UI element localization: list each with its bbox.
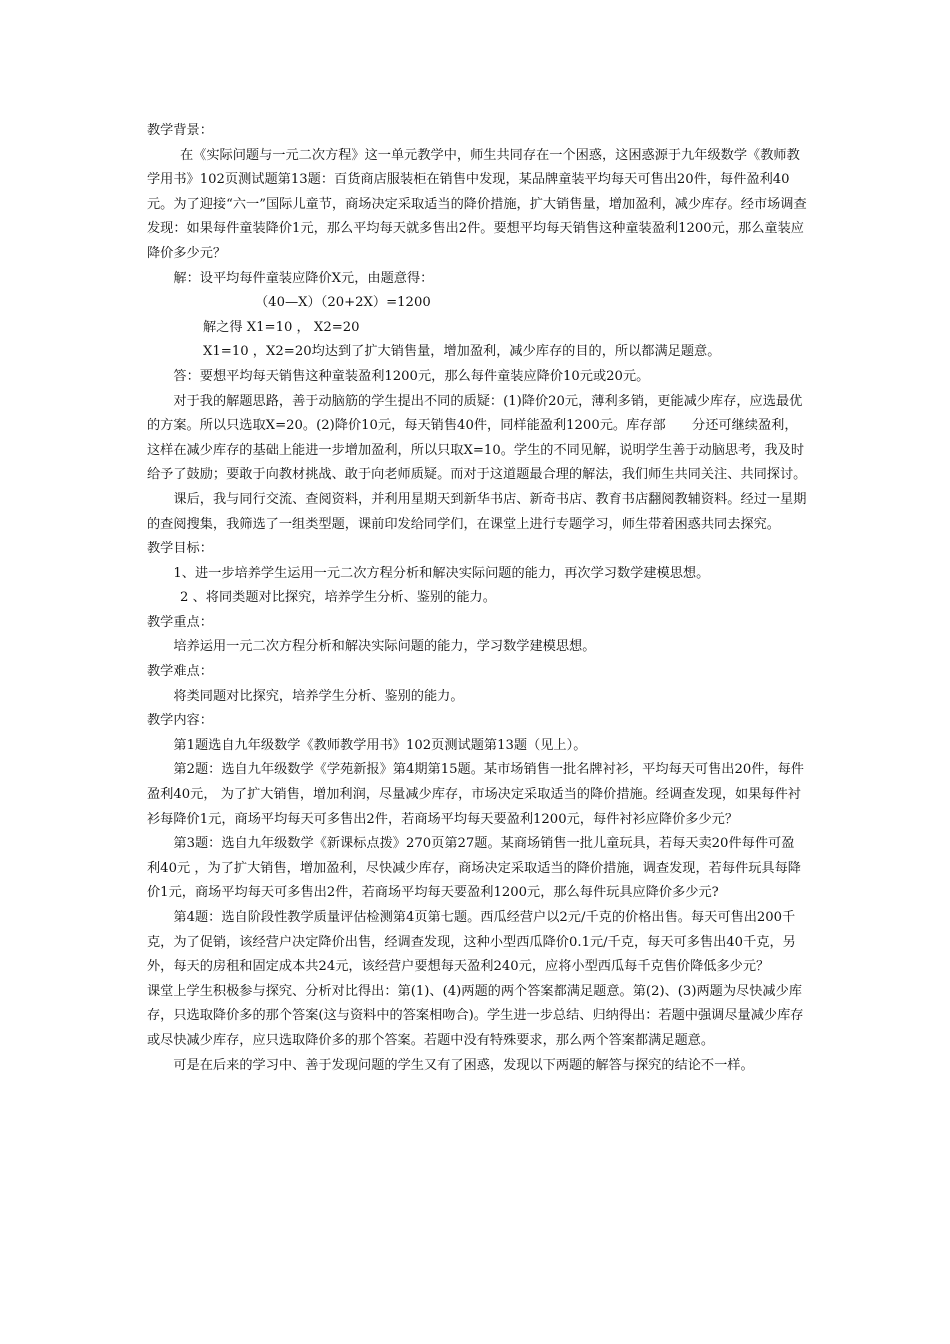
paragraph-student-questions: 对于我的解题思路，善于动脑筋的学生提出不同的质疑：(1)降价20元，薄利多销，更能减少库存，应选最优的方案。所以只选取X=20。(2)降价10元，每天销售40件，同样能盈利1200元。库存部 分还可继续盈利，这样在减少库存的基础上能进一步增加盈利，所以只取X=10。学生的不同见解，说明学生善于动脑思考，我及时给予了鼓励；要敢于向教材挑战、敢于向老师质疑。而对于这道题最合理的解法，我们师生共同关注、共同探讨。: [147, 393, 807, 483]
solution-roots: 解之得 X1=10 ， X2=20: [203, 319, 360, 335]
solution-check: X1=10 ，X2=20均达到了扩大销售量，增加盈利，减少库存的目的，所以都满足题意。: [203, 344, 721, 360]
section-heading-key-points: 教学重点：: [147, 614, 213, 630]
paragraph-final: 可是在后来的学习中、善于发现问题的学生又有了困惑，发现以下两题的解答与探究的结论不一样。: [173, 1057, 754, 1073]
question-2: 第2题：选自九年级数学《学苑新报》第4期第15题。某市场销售一批名牌衬衫，平均每天可售出20件，每件盈利40元， 为了扩大销售，增加利润，尽量减少库存，市场决定采取适当的降价措施。经调查发现，如果每件衬衫每降价1元，商场平均每天可多售出2件，若商场平均每天要盈利1200元，每件衬衫应降价多少元？: [147, 762, 804, 827]
question-1: 第1题选自九年级数学《教师教学用书》102页测试题第13题（见上）。: [173, 737, 587, 753]
key-points-text: 培养运用一元二次方程分析和解决实际问题的能力，学习数学建模思想。: [173, 639, 596, 655]
goal-item-1: 1、进一步培养学生运用一元二次方程分析和解决实际问题的能力，再次学习数学建模思想。: [173, 565, 710, 581]
document-body: [147, 119, 807, 1078]
section-heading-background: 教学背景：: [147, 123, 213, 138]
difficulties-text: 将类同题对比探究，培养学生分析、鉴别的能力。: [173, 688, 464, 704]
solution-setup: 解：设平均每件童装应降价X元，由题意得：: [173, 270, 434, 286]
section-heading-goals: 教学目标：: [147, 541, 213, 557]
question-3: 第3题：选自九年级数学《新课标点拨》270页第27题。某商场销售一批儿童玩具，若每天卖20件每件可盈利40元 ，为了扩大销售，增加盈利，尽快减少库存，商场决定采取适当的降价措施，调查发现，若每件玩具每降价1元，商场平均每天可多售出2件，若商场平均每天要盈利1200元，那么每件玩具应降价多少元?: [147, 836, 801, 901]
section-heading-difficulties: 教学难点：: [147, 664, 213, 680]
goal-item-2: 2 、将同类题对比探究，培养学生分析、鉴别的能力。: [180, 590, 496, 606]
solution-answer: 答：要想平均每天销售这种童装盈利1200元，那么每件童装应降价10元或20元。: [173, 368, 650, 384]
question-4: 第4题：选自阶段性教学质量评估检测第4页第七题。西瓜经营户以2元/千克的价格出售。每天可售出200千克，为了促销，该经营户决定降价出售，经调查发现，这种小型西瓜降价0.1元/千克，每天可多售出40千克，另外，每天的房租和固定成本共24元，该经营户要想每天盈利240元，应将小型西瓜每千克售价降低多少元？ 课堂上学生积极参与探究、分析对比得出：第(1)、(4)两题的两个答案都满足题意。第(2)、(3)两题为尽快减少库存，只选取降价多的那个答案(这与资料中的答案相吻合)。学生进一步总结、归纳得出：若题中强调尽量减少库存或尽快减少库存，应只选取降价多的那个答案。若题中没有特殊要求，那么两个答案都满足题意。: [147, 910, 804, 1048]
paragraph-background-problem: 在《实际问题与一元二次方程》这一单元教学中，师生共同存在一个困惑，这困惑源于九年级数学《教师教学用书》102页测试题第13题：百货商店服装柜在销售中发现，某品牌童装平均每天可售出20件，每件盈利40元。为了迎接“六一”国际儿童节，商场决定采取适当的降价措施，扩大销售量，增加盈利，减少库存。经市场调查发现：如果每件童装降价1元，那么平均每天就多售出2件。要想平均每天销售这种童装盈利1200元，那么童装应降价多少元？: [147, 147, 807, 261]
paragraph-after-class: 课后，我与同行交流、查阅资料，并利用星期天到新华书店、新奇书店、教育书店翻阅教辅资料。经过一星期的查阅搜集，我筛选了一组类型题，课前印发给同学们，在课堂上进行专题学习，师生带着困惑共同去探究。: [147, 491, 807, 532]
solution-equation: （40—X）（20+2X）=1200: [255, 295, 431, 311]
section-heading-content: 教学内容：: [147, 713, 213, 729]
